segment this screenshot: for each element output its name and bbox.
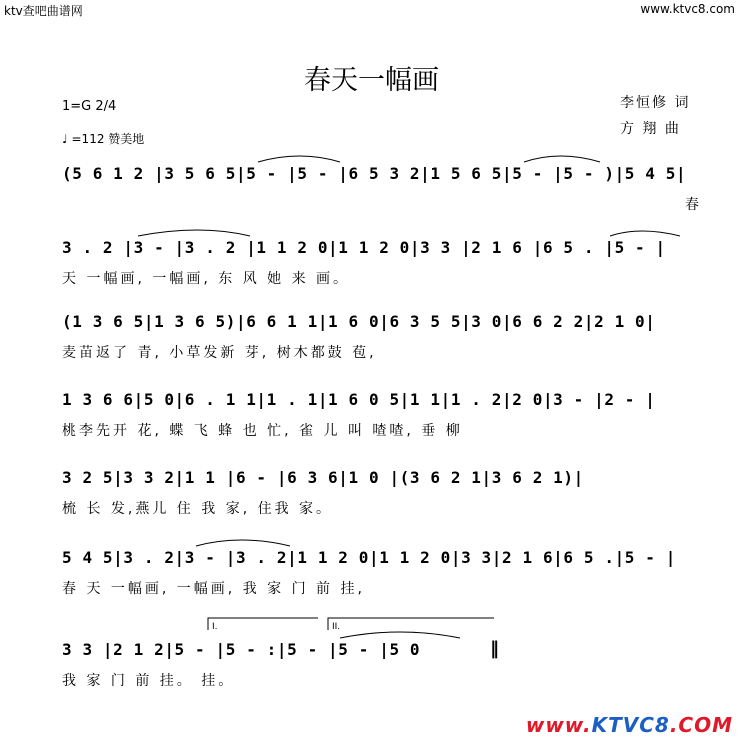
logo-brand: KTVC8 — [591, 713, 670, 737]
key-signature — [62, 98, 116, 116]
tie-line-6 — [196, 540, 290, 546]
tie-line-7 — [340, 632, 460, 638]
notation-line-4: 1 3 6 6|5 0|6 . 1 1|1 . 1|1 6 0 5|1 1|1 . 2|2 0|3 - |2 - | — [62, 390, 656, 409]
notation-line-5: 3 2 5|3 3 2|1 1 |6 - |6 3 6|1 0 |(3 6 2 1|3 6 2 1)| — [62, 468, 584, 487]
notation-line-7: 3 3 |2 1 2|5 - |5 - :|5 - |5 - |5 0 — [62, 640, 421, 659]
site-logo — [526, 713, 733, 737]
time-signature: 2/4 — [95, 99, 117, 114]
tie-line-2b — [610, 231, 680, 236]
lyric-line-6: 春 天 一幅画, 一幅画, 我 家 门 前 挂, — [62, 581, 365, 597]
tempo-marking — [62, 130, 144, 147]
lyric-line-5: 梳 长 发,燕儿 住 我 家, 住我 家。 — [62, 501, 334, 517]
lyric-line-4: 桃李先开 花, 蝶 飞 蜂 也 忙, 雀 儿 叫 喳喳, 垂 柳 — [62, 423, 463, 439]
notation-line-2: 3 . 2 |3 - |3 . 2 |1 1 2 0|1 1 2 0|3 3 |2 1 6 |6 5 . |5 - | — [62, 238, 666, 257]
logo-suffix: .COM — [669, 713, 733, 737]
slur-line-1 — [258, 156, 340, 162]
lyricist-credit: 李恒修 词 — [620, 95, 691, 111]
composer-credit: 方 翔 曲 — [620, 121, 681, 137]
volta-bracket-first — [208, 618, 318, 632]
notation-line-6: 5 4 5|3 . 2|3 - |3 . 2|1 1 2 0|1 1 2 0|3 3|2 1 6|6 5 .|5 - | — [62, 548, 676, 567]
song-title: 春天一幅画 — [304, 65, 439, 96]
final-barline: ‖ — [490, 638, 499, 659]
logo-prefix: www. — [525, 713, 592, 737]
watermark-right: www.ktvc8.com — [640, 2, 735, 16]
lyric-line-2: 天 一幅画, 一幅画, 东 风 她 来 画。 — [62, 271, 351, 287]
volta-bracket-second — [328, 618, 494, 632]
tie-line-2 — [138, 230, 250, 236]
lyric-line-1: 春 — [685, 197, 702, 213]
slur-line-1b — [524, 156, 600, 162]
tempo-text: =112 赞美地 — [71, 132, 145, 146]
lyric-line-7: 我 家 门 前 挂。 挂。 — [62, 673, 236, 689]
key-label: 1=G — [62, 99, 92, 114]
notation-line-3: (1 3 6 5|1 3 6 5)|6 6 1 1|1 6 0|6 3 5 5|3 0|6 6 2 2|2 1 0| — [62, 312, 656, 331]
notation-line-1: (5 6 1 2 |3 5 6 5|5 - |5 - |6 5 3 2|1 5 6 5|5 - |5 - )|5 4 5| — [62, 164, 687, 183]
watermark-left: ktv查吧曲谱网 — [4, 4, 83, 18]
lyric-line-3: 麦苗返了 青, 小草发新 芽, 树木都鼓 苞, — [62, 345, 377, 361]
volta-first-label: I. — [212, 622, 218, 632]
volta-second-label: II. — [332, 622, 341, 632]
quarter-note-icon: ♩ — [62, 132, 68, 146]
